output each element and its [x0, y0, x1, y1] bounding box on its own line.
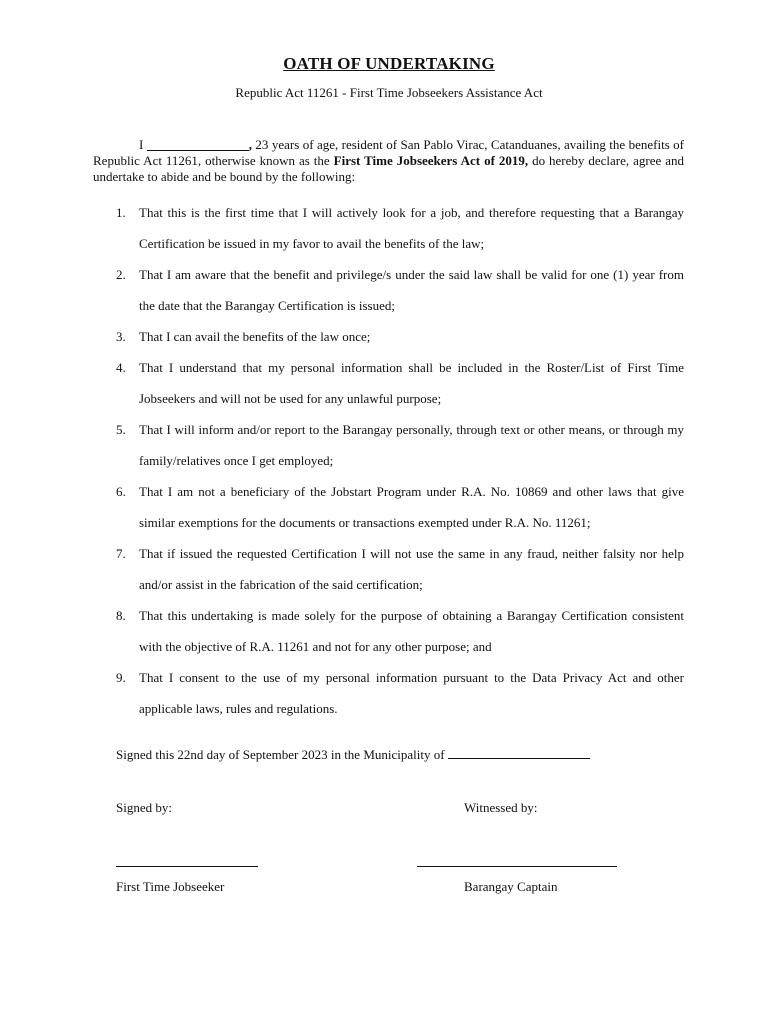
signed-by-label: Signed by: [116, 800, 172, 815]
item-text: That if issued the requested Certification I will not use the same in any fraud, neither falsity nor help and/or assist in the fabrication of the said certification; [139, 546, 684, 592]
intro-part1: 23 years of age, resident of San Pablo Virac, Catanduanes, availing the benefits of Republic Act 11261, otherwise known as the [93, 137, 685, 168]
list-item [0, 259, 684, 321]
list-item [0, 414, 684, 476]
undertaking-list [0, 197, 768, 724]
item-number: 5. [116, 422, 126, 437]
witness-signature-line [417, 866, 617, 867]
item-number: 3. [116, 329, 126, 344]
witness-title: Barangay Captain [464, 879, 558, 894]
item-text: That I am not a beneficiary of the Jobstart Program under R.A. No. 10869 and other laws that give similar exemptions for the documents or transactions exempted under R.A. No. 11261; [139, 484, 684, 530]
intro-paragraph [93, 137, 684, 185]
list-item [0, 538, 684, 600]
item-text: That this is the first time that I will actively look for a job, and therefore requesting that a Barangay Certification be issued in my favor to avail the benefits of the law; [139, 205, 684, 251]
item-text: That I will inform and/or report to the Barangay personally, through text or other means, or through my family/relatives once I get employed; [139, 422, 684, 468]
item-text: That I am aware that the benefit and privilege/s under the said law shall be valid for one (1) year from the date that the Barangay Certification is issued; [139, 267, 684, 313]
signer-title: First Time Jobseeker [116, 879, 225, 894]
item-number: 6. [116, 484, 126, 499]
list-item [0, 352, 684, 414]
item-number: 2. [116, 267, 126, 282]
list-item [0, 600, 684, 662]
intro-comma: , [248, 137, 253, 152]
list-item [0, 197, 684, 259]
list-item [0, 321, 684, 352]
intro-part2: do hereby declare, agree and undertake to abide and be bound by the following: [93, 153, 684, 184]
item-text: That this undertaking is made solely for the purpose of obtaining a Barangay Certification consistent with the objective of R.A. 11261 and not for any other purpose; and [139, 608, 684, 654]
signer-signature-line [116, 866, 258, 867]
item-number: 1. [116, 205, 126, 220]
signed-statement-text: Signed this 22nd day of September 2023 in the Municipality of [116, 747, 445, 762]
witnessed-by-label: Witnessed by: [464, 800, 538, 815]
document-title: OATH OF UNDERTAKING [283, 54, 495, 73]
item-text: That I understand that my personal information shall be included in the Roster/List of First Time Jobseekers and will not be used for any unlawful purpose; [139, 360, 684, 406]
item-number: 4. [116, 360, 126, 375]
document-subtitle: Republic Act 11261 - First Time Jobseekers Assistance Act [235, 85, 543, 100]
list-item [0, 476, 684, 538]
signed-statement [116, 747, 590, 763]
item-number: 9. [116, 670, 126, 685]
municipality-blank [448, 747, 590, 759]
item-number: 7. [116, 546, 126, 561]
act-name: First Time Jobseekers Act of 2019, [333, 153, 529, 168]
list-item [0, 662, 684, 724]
item-number: 8. [116, 608, 126, 623]
item-text: That I consent to the use of my personal information pursuant to the Data Privacy Act and other applicable laws, rules and regulations. [139, 670, 684, 716]
item-text: That I can avail the benefits of the law once; [139, 329, 371, 344]
name-blank [147, 138, 249, 151]
intro-prefix: I [139, 137, 144, 152]
